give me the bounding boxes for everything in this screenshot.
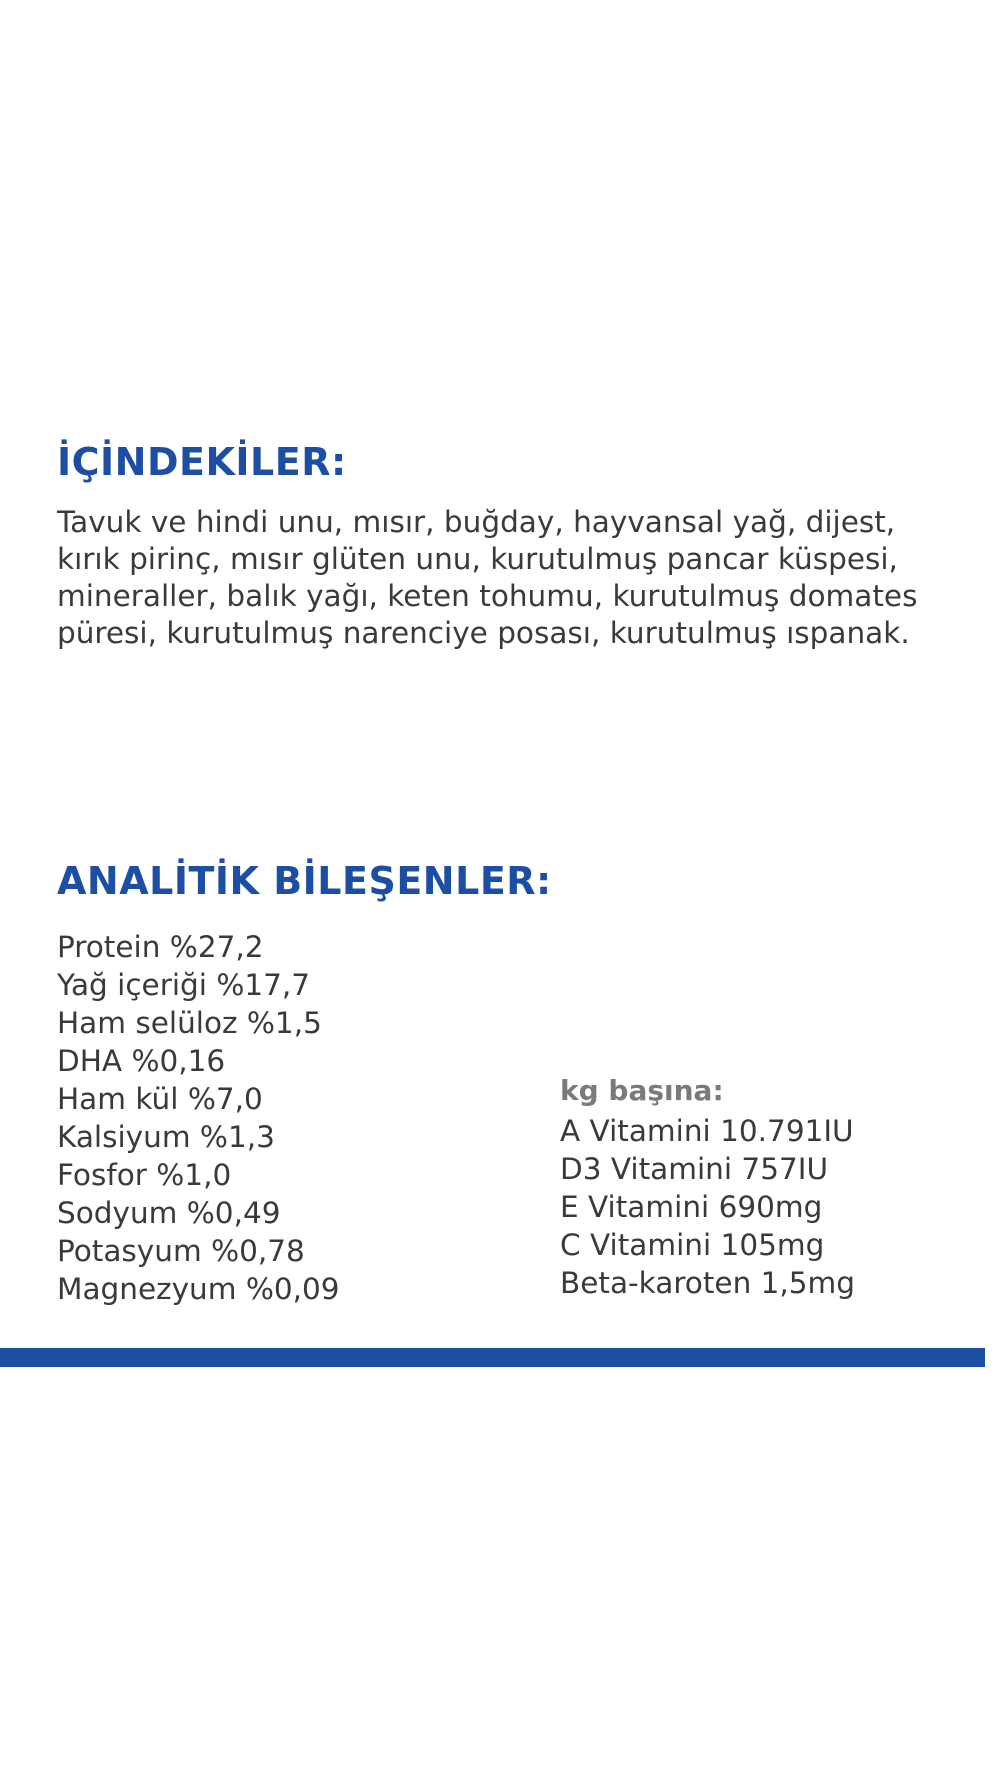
list-item: Beta-karoten 1,5mg (560, 1266, 856, 1300)
list-item: D3 Vitamini 757IU (560, 1152, 829, 1186)
list-item: Kalsiyum %1,3 (57, 1120, 275, 1154)
list-item: Ham selüloz %1,5 (57, 1006, 322, 1040)
divider-bar (0, 1348, 985, 1367)
list-item: Magnezyum %0,09 (57, 1272, 340, 1306)
list-item: Ham kül %7,0 (57, 1082, 263, 1116)
analysis-list (57, 928, 340, 1308)
list-item: Protein %27,2 (57, 930, 264, 964)
list-item: A Vitamini 10.791IU (560, 1114, 854, 1148)
list-item: Sodyum %0,49 (57, 1196, 281, 1230)
vitamin-list (560, 1112, 855, 1302)
ingredients-heading: İÇİNDEKİLER: (57, 440, 347, 484)
analysis-heading: ANALİTİK BİLEŞENLER: (57, 859, 552, 903)
list-item: E Vitamini 690mg (560, 1190, 823, 1224)
list-item: DHA %0,16 (57, 1044, 226, 1078)
per-kg-label: kg başına: (560, 1074, 724, 1107)
list-item: C Vitamini 105mg (560, 1228, 825, 1262)
list-item: Potasyum %0,78 (57, 1234, 305, 1268)
list-item: Fosfor %1,0 (57, 1158, 232, 1192)
list-item: Yağ içeriği %17,7 (57, 968, 311, 1002)
ingredients-text: Tavuk ve hindi unu, mısır, buğday, hayvansal yağ, dijest, kırık pirinç, mısır glüten unu, kurutulmuş pancar küspesi, mineraller, balık yağı, keten tohumu, kurutulmuş domates püresi, kurutulmuş narenciye posası, kurutulmuş ıspanak. (57, 505, 918, 650)
